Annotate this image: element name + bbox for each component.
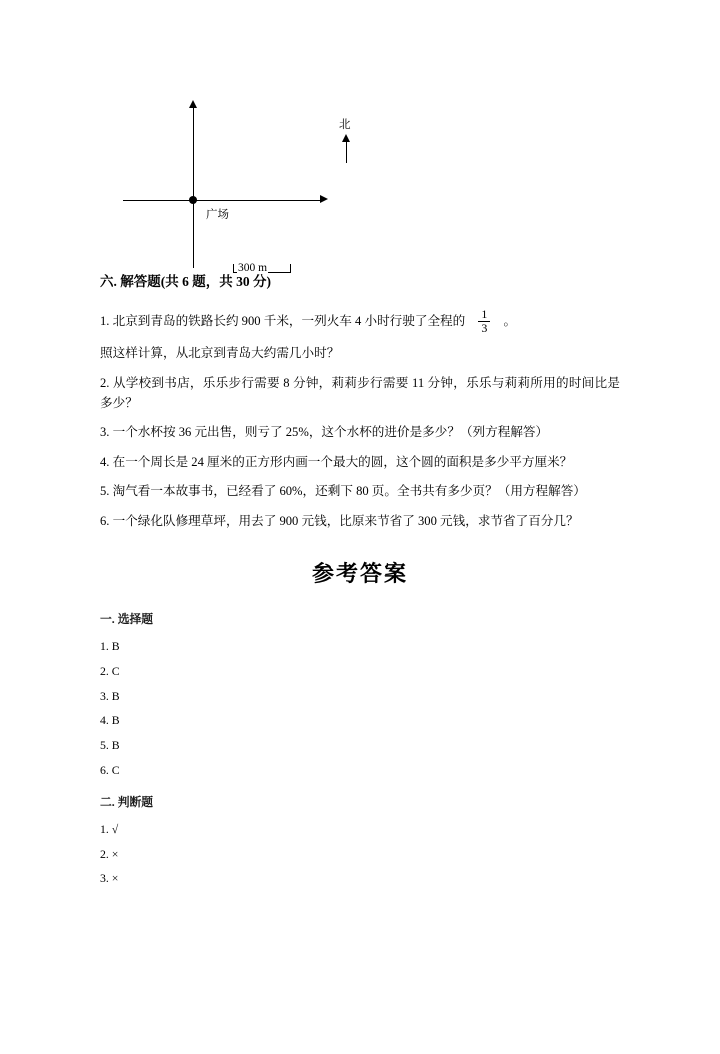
vertical-axis-line — [193, 108, 194, 268]
question-1-text-before: 1. 北京到青岛的铁路长约 900 千米，一列火车 4 小时行驶了全程的 — [100, 314, 466, 328]
answer-item: 1. B — [100, 638, 120, 653]
question-4: 4. 在一个周长是 24 厘米的正方形内画一个最大的圆，这个圆的面积是多少平方厘米？ — [100, 454, 573, 469]
horizontal-axis-line — [123, 200, 323, 201]
fraction-denominator: 3 — [481, 320, 488, 335]
answer-item: 3. B — [100, 688, 120, 703]
fraction-numerator: 1 — [478, 308, 490, 322]
north-label: 北 — [339, 119, 351, 131]
scale-label: 300 m — [238, 262, 268, 274]
question-5: 5. 淘气看一本故事书，已经看了 60%，还剩下 80 页。全书共有多少页？（用方程解答） — [100, 484, 586, 499]
section-heading: 六. 解答题(共 6 题，共 30 分) — [100, 274, 271, 289]
answer-group-heading-1: 一. 选择题 — [100, 611, 154, 626]
question-2: 2. 从学校到书店，乐乐步行需要 8 分钟，莉莉步行需要 11 分钟，乐乐与莉莉所用的时间比是多少？ — [100, 375, 620, 410]
horizontal-axis-arrow-icon — [320, 195, 328, 203]
question-1-line2: 照这样计算，从北京到青岛大约需几小时？ — [100, 346, 340, 361]
answer-group-heading-2: 二. 判断题 — [100, 794, 154, 809]
answer-item: 5. B — [100, 738, 120, 753]
question-1-fraction — [478, 308, 490, 334]
exam-body — [0, 270, 720, 885]
north-arrow-line — [346, 141, 347, 163]
answer-item: 3. × — [100, 871, 119, 886]
north-arrow-icon — [342, 134, 350, 142]
vertical-axis-arrow-icon — [189, 100, 197, 108]
answer-item: 2. C — [100, 663, 120, 678]
answer-item: 2. × — [100, 846, 119, 861]
answer-item: 6. C — [100, 762, 120, 777]
answers-title: 参考答案 — [311, 560, 408, 586]
answer-item: 4. B — [100, 713, 120, 728]
question-6: 6. 一个绿化队修理草坪，用去了 900 元钱，比原来节省了 300 元钱，求节省了百分几？ — [100, 513, 579, 528]
origin-point-marker — [189, 196, 197, 204]
question-1 — [100, 308, 620, 334]
question-1-text-after: 。 — [503, 314, 517, 328]
place-label: 广场 — [206, 209, 229, 221]
coordinate-diagram — [0, 36, 720, 274]
question-3: 3. 一个水杯按 36 元出售，则亏了 25%，这个水杯的进价是多少？（列方程解答） — [100, 425, 549, 440]
answer-item: 1. √ — [100, 821, 119, 836]
exam-page — [0, 36, 720, 1054]
